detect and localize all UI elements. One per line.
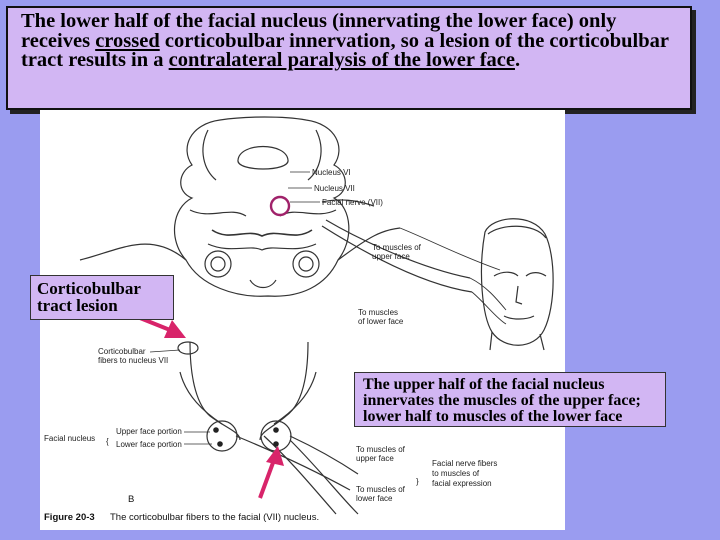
label-nerve-fibers-2: to muscles of — [432, 469, 480, 478]
nucleus-arrow — [260, 446, 284, 498]
nucleus-highlight-circle — [271, 197, 289, 215]
lesion-callout: Corticobulbar tract lesion — [30, 275, 174, 320]
label-upper-face-a-1: To muscles of — [372, 243, 421, 252]
label-upper-face-portion: Upper face portion — [116, 427, 182, 436]
label-upper-face-b-1: To muscles of — [356, 445, 405, 454]
label-facial-nerve: Facial nerve (VII) — [322, 198, 383, 207]
label-nucleus-vii: Nucleus VII — [314, 184, 355, 193]
label-upper-face-b-2: upper face — [356, 454, 394, 463]
corticobulbar-pathway — [178, 342, 358, 514]
caption-box — [6, 6, 692, 110]
label-lower-face-b-1: To muscles of — [356, 485, 405, 494]
caption-crossed: crossed — [95, 29, 160, 52]
label-nucleus-vi: Nucleus VI — [312, 168, 351, 177]
face-drawing — [400, 219, 553, 350]
brace-facial-nucleus: { — [106, 437, 109, 446]
label-lower-face-a-1: To muscles — [358, 308, 399, 317]
label-facial-nucleus: Facial nucleus — [44, 434, 96, 443]
caption-text-2: corticobulbar innervation, so a lesion of the corticobulbar tract results in a — [21, 29, 669, 71]
brainstem-section — [80, 117, 472, 296]
label-corticobulbar-fibers-1: Corticobulbar — [98, 347, 146, 356]
label-lower-face-b-2: lower face — [356, 494, 393, 503]
caption-end: . — [514, 49, 521, 71]
caption-text-1: The lower half of the facial nucleus (innervating the lower face) only receives — [21, 10, 617, 52]
caption-contralateral: contralateral paralysis of the lower face — [168, 49, 515, 71]
brace-nerve-fibers: } — [416, 477, 419, 486]
label-corticobulbar-fibers-2: fibers to nucleus VII — [98, 356, 169, 365]
label-lower-face-portion: Lower face portion — [116, 440, 182, 449]
label-upper-face-a-2: upper face — [372, 252, 410, 261]
figure-number: Figure 20-3 — [44, 512, 95, 523]
figure-title: The corticobulbar fibers to the facial (VII) nucleus. — [110, 512, 320, 523]
label-part-b: B — [128, 494, 135, 505]
anatomy-figure — [40, 110, 565, 530]
label-nerve-fibers-1: Facial nerve fibers — [432, 459, 498, 468]
nucleus-callout: The upper half of the facial nucleus innervates the muscles of the upper face; lower half to muscles of the lower face — [354, 372, 666, 427]
anatomy-diagram — [40, 110, 565, 530]
label-nerve-fibers-3: facial expression — [432, 479, 492, 488]
label-lower-face-a-2: of lower face — [358, 317, 404, 326]
